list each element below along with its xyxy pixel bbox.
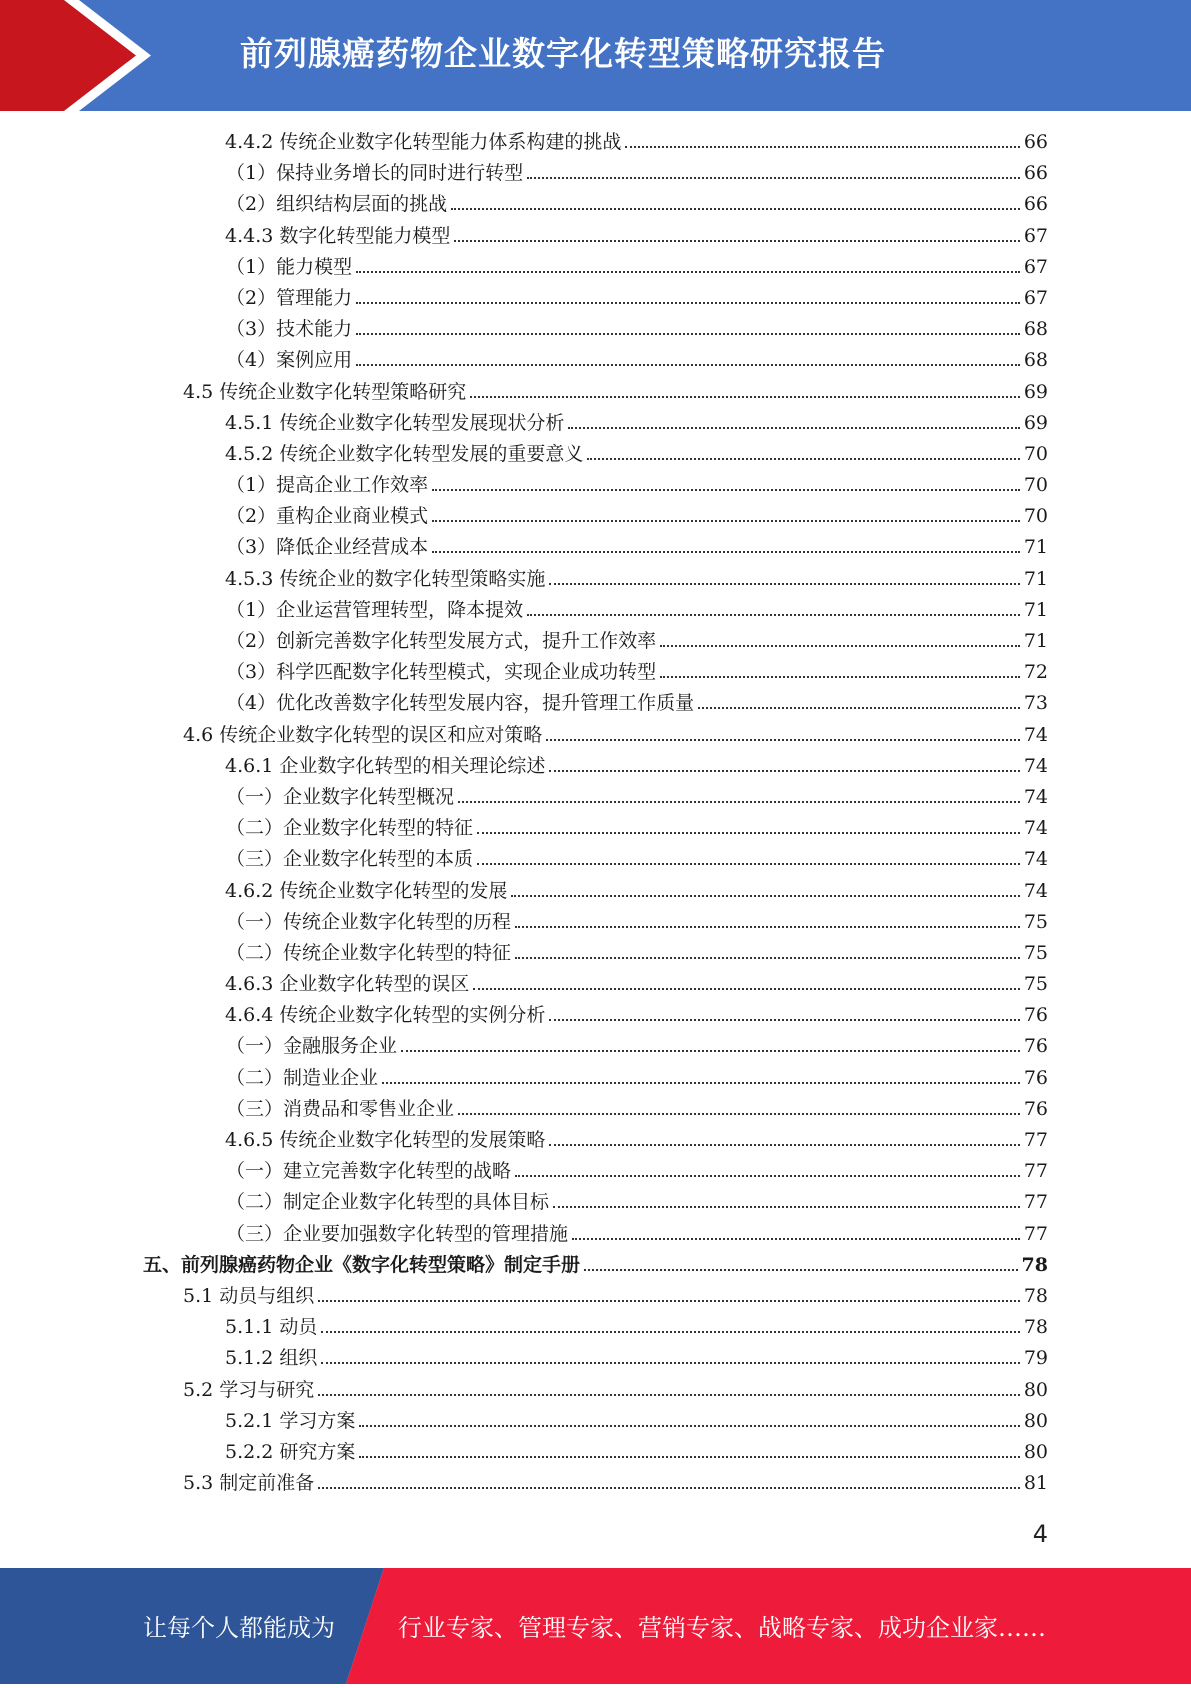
toc-entry[interactable] <box>0 564 1191 595</box>
toc-entry[interactable] <box>0 844 1191 875</box>
toc-entry-page: 74 <box>1023 754 1048 777</box>
toc-entry-title: 4.6.1 企业数字化转型的相关理论综述 <box>225 754 546 777</box>
toc-dot-leader <box>432 551 1020 553</box>
toc-entry[interactable] <box>0 252 1191 283</box>
toc-entry[interactable] <box>0 377 1191 408</box>
toc-entry-title: （2）重构企业商业模式 <box>226 505 429 528</box>
toc-entry-page: 71 <box>1023 567 1048 590</box>
toc-entry-title: 4.5.2 传统企业数字化转型发展的重要意义 <box>225 442 584 465</box>
toc-entry-title: （二）传统企业数字化转型的特征 <box>226 941 512 964</box>
toc-dot-leader <box>454 240 1019 242</box>
toc-entry-page: 68 <box>1023 318 1048 341</box>
red-chevron-logo-icon <box>0 0 160 111</box>
toc-entry-page: 80 <box>1023 1378 1048 1401</box>
toc-entry[interactable] <box>0 907 1191 938</box>
toc-entry-title: （一）金融服务企业 <box>226 1035 398 1058</box>
toc-entry-page: 74 <box>1023 879 1048 902</box>
toc-entry-page: 76 <box>1023 1097 1048 1120</box>
toc-dot-leader <box>527 177 1020 179</box>
toc-dot-leader <box>359 1456 1019 1458</box>
toc-dot-leader <box>451 208 1020 210</box>
toc-entry-title: （二）企业数字化转型的特征 <box>226 817 474 840</box>
toc-entry[interactable] <box>0 876 1191 907</box>
toc-dot-leader <box>470 396 1020 398</box>
toc-dot-leader <box>549 583 1019 585</box>
toc-entry[interactable] <box>0 1375 1191 1406</box>
toc-dot-leader <box>625 146 1019 148</box>
toc-dot-leader <box>546 739 1020 741</box>
toc-entry[interactable] <box>0 969 1191 1000</box>
toc-dot-leader <box>356 333 1020 335</box>
toc-entry-page: 75 <box>1023 910 1048 933</box>
toc-entry[interactable] <box>0 626 1191 657</box>
toc-entry[interactable] <box>0 1187 1191 1218</box>
toc-entry-title: （二）制造业企业 <box>226 1066 379 1089</box>
toc-entry-page: 70 <box>1023 505 1048 528</box>
toc-entry[interactable] <box>0 158 1191 189</box>
table-of-contents <box>0 127 1191 1499</box>
toc-dot-leader <box>515 926 1020 928</box>
toc-entry[interactable] <box>0 283 1191 314</box>
toc-entry[interactable] <box>0 439 1191 470</box>
toc-entry-page: 74 <box>1023 848 1048 871</box>
toc-dot-leader <box>458 1113 1020 1115</box>
toc-entry-title: 4.5.1 传统企业数字化转型发展现状分析 <box>225 411 565 434</box>
toc-entry-page: 77 <box>1023 1129 1048 1151</box>
toc-entry-title: （2）创新完善数字化转型发展方式，提升工作效率 <box>226 630 657 652</box>
toc-dot-leader <box>698 707 1020 709</box>
toc-entry-title: （1）能力模型 <box>226 255 353 278</box>
toc-dot-leader <box>458 801 1020 803</box>
toc-entry-title: （一）传统企业数字化转型的历程 <box>226 910 512 933</box>
toc-dot-leader <box>584 1269 1018 1271</box>
toc-entry-title: （一）建立完善数字化转型的战略 <box>226 1160 512 1183</box>
toc-dot-leader <box>660 645 1020 647</box>
toc-entry[interactable] <box>0 127 1191 158</box>
toc-entry-title: （三）消费品和零售业企业 <box>226 1097 455 1120</box>
toc-dot-leader <box>356 271 1020 273</box>
toc-dot-leader <box>356 302 1020 304</box>
toc-entry-page: 67 <box>1023 255 1048 278</box>
page-footer <box>0 1568 1191 1684</box>
toc-entry[interactable] <box>0 1281 1191 1312</box>
toc-dot-leader <box>587 458 1019 460</box>
toc-entry[interactable] <box>0 1094 1191 1125</box>
toc-entry-page: 69 <box>1023 411 1048 434</box>
toc-dot-leader <box>359 1425 1019 1427</box>
page-number: 4 <box>1032 1520 1048 1548</box>
toc-entry[interactable] <box>0 1406 1191 1437</box>
toc-entry-title: 5.1.1 动员 <box>225 1316 318 1339</box>
toc-dot-leader <box>318 1487 1020 1489</box>
toc-entry-title: （3）降低企业经营成本 <box>226 536 429 559</box>
report-title: 前列腺癌药物企业数字化转型策略研究报告 <box>240 34 886 73</box>
toc-entry-page: 70 <box>1023 442 1048 465</box>
toc-dot-leader <box>432 520 1020 522</box>
toc-entry-title: 5.2.2 研究方案 <box>225 1440 356 1463</box>
toc-dot-leader <box>382 1082 1020 1084</box>
footer-slogan-right: 行业专家、管理专家、营销专家、战略专家、成功企业家…… <box>398 1614 1046 1642</box>
toc-entry-page: 71 <box>1023 598 1048 621</box>
toc-entry-page: 81 <box>1023 1472 1048 1495</box>
toc-entry-title: （4）优化改善数字化转型发展内容，提升管理工作质量 <box>226 692 695 715</box>
toc-entry[interactable] <box>0 657 1191 688</box>
toc-entry-title: 4.6.2 传统企业数字化转型的发展 <box>225 879 508 902</box>
toc-entry[interactable] <box>0 314 1191 345</box>
toc-entry[interactable] <box>0 1125 1191 1156</box>
toc-dot-leader <box>511 895 1019 897</box>
toc-entry-title: 4.6 传统企业数字化转型的误区和应对策略 <box>183 723 543 746</box>
toc-entry[interactable] <box>0 1031 1191 1062</box>
page-header <box>0 0 1191 111</box>
toc-entry-page: 77 <box>1023 1191 1048 1214</box>
toc-entry-title: （1）保持业务增长的同时进行转型 <box>226 162 524 185</box>
toc-dot-leader <box>549 1144 1019 1146</box>
toc-entry[interactable] <box>0 1343 1191 1374</box>
toc-entry[interactable] <box>0 688 1191 719</box>
toc-entry-page: 76 <box>1023 1004 1048 1027</box>
toc-entry-title: 4.4.3 数字化转型能力模型 <box>225 224 451 247</box>
toc-entry[interactable] <box>0 1156 1191 1187</box>
toc-entry-title: （3）科学匹配数字化转型模式，实现企业成功转型 <box>226 661 657 684</box>
toc-dot-leader <box>515 957 1020 959</box>
toc-entry[interactable] <box>0 532 1191 563</box>
toc-entry[interactable] <box>0 751 1191 782</box>
toc-entry-page: 68 <box>1023 349 1048 372</box>
toc-dot-leader <box>432 489 1020 491</box>
toc-entry-page: 74 <box>1023 723 1048 746</box>
toc-dot-leader <box>549 1019 1019 1021</box>
toc-entry-title: 5.1.2 组织 <box>225 1347 318 1370</box>
toc-entry-page: 66 <box>1023 131 1048 153</box>
toc-entry[interactable] <box>0 1063 1191 1094</box>
toc-entry-page: 79 <box>1023 1347 1048 1370</box>
toc-dot-leader <box>527 614 1020 616</box>
toc-entry-page: 76 <box>1023 1035 1048 1058</box>
toc-entry-page: 77 <box>1023 1222 1048 1245</box>
toc-entry-title: （1）提高企业工作效率 <box>226 474 429 497</box>
toc-entry-page: 78 <box>1023 1316 1048 1339</box>
toc-entry-title: 4.5 传统企业数字化转型策略研究 <box>183 380 467 403</box>
toc-entry-title: （4）案例应用 <box>226 349 353 372</box>
toc-entry-title: （三）企业要加强数字化转型的管理措施 <box>226 1222 569 1245</box>
toc-dot-leader <box>515 1175 1020 1177</box>
toc-entry[interactable] <box>0 345 1191 376</box>
toc-entry-title: 5.3 制定前准备 <box>183 1472 315 1495</box>
toc-entry-title: （1）企业运营管理转型，降本提效 <box>226 598 524 621</box>
toc-entry-page: 80 <box>1023 1409 1048 1432</box>
toc-entry[interactable] <box>0 595 1191 626</box>
toc-dot-leader <box>318 1394 1020 1396</box>
toc-entry[interactable] <box>0 221 1191 252</box>
toc-dot-leader <box>401 1050 1020 1052</box>
toc-entry-title: 5.1 动员与组织 <box>183 1284 315 1307</box>
toc-entry-title: 4.5.3 传统企业的数字化转型策略实施 <box>225 567 546 590</box>
toc-dot-leader <box>318 1300 1020 1302</box>
toc-entry[interactable] <box>0 1000 1191 1031</box>
toc-entry[interactable] <box>0 813 1191 844</box>
toc-entry-title: 4.6.3 企业数字化转型的误区 <box>225 973 470 996</box>
toc-entry-page: 76 <box>1023 1066 1048 1089</box>
toc-entry[interactable] <box>0 938 1191 969</box>
toc-entry-title: 5.2.1 学习方案 <box>225 1409 356 1432</box>
toc-entry-page: 67 <box>1023 286 1048 309</box>
toc-dot-leader <box>473 988 1019 990</box>
toc-entry-title: （一）企业数字化转型概况 <box>226 785 455 808</box>
toc-entry-page: 67 <box>1023 224 1048 247</box>
toc-entry[interactable] <box>0 1468 1191 1499</box>
toc-entry-page: 69 <box>1023 380 1048 403</box>
toc-entry[interactable] <box>0 782 1191 813</box>
toc-entry[interactable] <box>0 1312 1191 1343</box>
toc-entry-page: 72 <box>1023 661 1048 684</box>
toc-entry-page: 75 <box>1023 973 1048 996</box>
toc-entry-page: 78 <box>1023 1284 1048 1307</box>
toc-entry-page: 66 <box>1023 162 1048 185</box>
toc-entry-page: 73 <box>1023 692 1048 715</box>
toc-entry[interactable] <box>0 720 1191 751</box>
toc-entry-page: 71 <box>1023 630 1048 652</box>
toc-entry-page: 71 <box>1023 536 1048 559</box>
toc-entry-page: 75 <box>1023 941 1048 964</box>
toc-entry[interactable] <box>0 189 1191 220</box>
toc-entry[interactable] <box>0 501 1191 532</box>
toc-entry-title: （三）企业数字化转型的本质 <box>226 848 474 871</box>
toc-entry[interactable] <box>0 1437 1191 1468</box>
toc-entry-page: 78 <box>1021 1253 1048 1276</box>
toc-dot-leader <box>356 364 1020 366</box>
toc-entry-page: 66 <box>1023 193 1048 216</box>
toc-entry-title: 五、前列腺癌药物企业《数字化转型策略》制定手册 <box>143 1253 581 1276</box>
toc-dot-leader <box>568 427 1019 429</box>
toc-entry[interactable] <box>0 1219 1191 1250</box>
toc-entry[interactable] <box>0 408 1191 439</box>
toc-dot-leader <box>572 1238 1020 1240</box>
toc-entry-page: 74 <box>1023 817 1048 840</box>
toc-entry-title: （3）技术能力 <box>226 318 353 341</box>
footer-slogan-left: 让每个人都能成为 <box>143 1614 335 1642</box>
toc-entry-page: 80 <box>1023 1440 1048 1463</box>
toc-entry-title: （二）制定企业数字化转型的具体目标 <box>226 1191 550 1214</box>
toc-entry-page: 74 <box>1023 785 1048 808</box>
toc-entry-title: 4.4.2 传统企业数字化转型能力体系构建的挑战 <box>225 131 622 153</box>
toc-dot-leader <box>321 1362 1019 1364</box>
toc-entry[interactable] <box>0 470 1191 501</box>
toc-entry-title: 4.6.4 传统企业数字化转型的实例分析 <box>225 1004 546 1027</box>
toc-dot-leader <box>477 832 1020 834</box>
toc-entry-title: 5.2 学习与研究 <box>183 1378 315 1401</box>
toc-dot-leader <box>660 676 1020 678</box>
toc-entry-page: 70 <box>1023 474 1048 497</box>
toc-entry-title: （2）组织结构层面的挑战 <box>226 193 448 216</box>
toc-dot-leader <box>549 770 1019 772</box>
toc-dot-leader <box>553 1206 1020 1208</box>
toc-dot-leader <box>477 863 1020 865</box>
toc-entry[interactable] <box>0 1250 1191 1281</box>
toc-dot-leader <box>321 1331 1019 1333</box>
toc-entry-page: 77 <box>1023 1160 1048 1183</box>
toc-entry-title: （2）管理能力 <box>226 286 353 309</box>
toc-entry-title: 4.6.5 传统企业数字化转型的发展策略 <box>225 1129 546 1151</box>
